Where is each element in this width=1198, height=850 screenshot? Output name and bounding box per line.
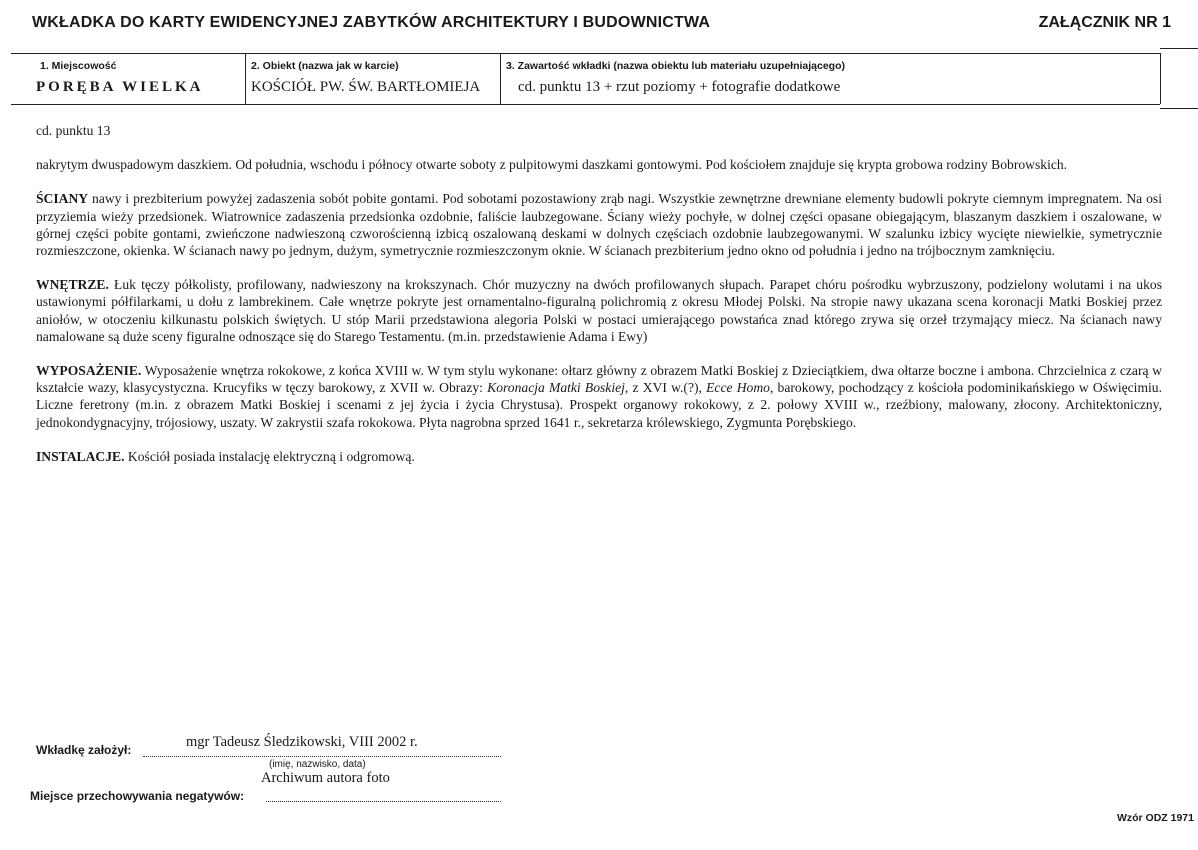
author-value: mgr Tadeusz Śledzikowski, VIII 2002 r. — [186, 734, 418, 750]
fields-bottom-rule — [11, 104, 1160, 105]
walls-text: nawy i prezbiterium powyżej zadaszenia sobót pobite gontami. Pod sobotami pozostawiony zrąb nagi. Wszystkie zewnętrzne drewniane elementy budowli pokryte ciemnym impregnatem. Na osi przyziemia wieży przedsionek. Wiatrownice zadaszenia przedsionka ozdobnie, faliście laubzegowane. Ściany wieży pochyłe, w dolnej części opasane obiegającym, blaszanym daszkiem i oszalowane, w górnej części pobite gontami, zwieńczone nadwieszoną czworościenną izbicą oszalowaną deskami w dolnych częściach ozdobnie laubzegowanymi. W szalunku izbicy wycięte niewielkie, symetrycznie rozmieszczone, okienka. W ścianach nawy po jednym, dużym, symetrycznie rozmieszczonym oknie. W ścianach prezbiterium jedno okno od południa i jedno na trójbocznym zamknięciu. — [36, 191, 1162, 259]
paragraph-roof: nakrytym dwuspadowym daszkiem. Od południa, wschodu i północy otwarte soboty z pulpitowymi daszkami gontowymi. Pod kościołem znajduje się krypta grobowa rodziny Bobrowskich. — [36, 157, 1068, 173]
field-divider-1 — [245, 53, 246, 104]
walls-heading: ŚCIANY — [36, 191, 89, 207]
object-label: 2. Obiekt (nazwa jak w karcie) — [251, 60, 399, 72]
paragraph-interior — [36, 276, 1162, 345]
field-divider-3 — [1160, 53, 1161, 104]
form-code: Wzór ODZ 1971 — [1116, 812, 1194, 824]
interior-heading: WNĘTRZE. — [36, 277, 109, 293]
place-label: 1. Miejscowość — [40, 60, 117, 72]
furnishing-heading: WYPOSAŻENIE. — [36, 363, 142, 379]
paragraph-furnishing — [36, 362, 1162, 431]
paragraph-walls — [36, 190, 1162, 259]
install-text: Kościół posiada instalację elektryczną i odgromową. — [124, 448, 415, 464]
archive-value: Archiwum autora foto — [261, 770, 390, 786]
place-value: PORĘBA WIELKA — [36, 79, 204, 95]
interior-text: Łuk tęczy półkolisty, profilowany, nadwieszony na krokszynach. Chór muzyczny na dwóch profilowanych słupach. Parapet chóru pośrodku wybrzuszony, podzielony wolutami i na ukos ustawionymi półfilarkami, u dołu z lambrekinem. Całe wnętrze pokryte jest ornamentalno-figuralną polichromią z okresu Młodej Polski. Na stropie nawy ukazana scena koronacji Matki Boskiej przez aniołów, w otoczeniu kilkunastu polskich świętych. U stóp Marii przedstawiona alegoria Polski w postaci umierającego powstańca znad którego zrywa się orzeł trzymający miecz. Na ścianach nawy namalowane są duże sceny figuralne odnoszące się do Starego Testamentu. (m.in. przedstawienie Adama i Ewy) — [36, 277, 1162, 344]
furnishing-text-c: , barokowy, pochodzący z kościoła podominikańskiego w Oświęcimiu. Liczne feretrony (m.in. z obrazem Matki Boskiej i scenami z jej życia i życia Chrystusa). Prospekt organowy rokokowy, z 2. połowy XVIII w., rzeźbiony, malowany, złocony. Architektoniczny, jednokondygnacyjny, trójosiowy, uszaty. W zakrystii szafa rokokowa. Płyta nagrobna sprzed 1641 r., sekretarza królewskiego, Zygmunta Porębskiego. — [36, 380, 1162, 430]
fields-top-rule — [11, 53, 1160, 54]
install-heading: INSTALACJE. — [36, 448, 125, 464]
header-rule-right — [1160, 48, 1198, 49]
author-hint: (imię, nazwisko, data) — [269, 759, 366, 770]
object-value: KOŚCIÓŁ PW. ŚW. BARTŁOMIEJA — [251, 79, 481, 95]
negatives-label: Miejsce przechowywania negatywów: — [30, 789, 245, 803]
annex-number: ZAŁĄCZNIK NR 1 — [1038, 14, 1171, 31]
paragraph-installations — [36, 448, 1162, 465]
negatives-dotted-line — [266, 801, 501, 802]
contents-value: cd. punktu 13 + rzut poziomy + fotografie dodatkowe — [518, 79, 841, 95]
author-label: Wkładkę założył: — [36, 743, 132, 757]
furnishing-text-b: , z XVI w.(?), — [624, 380, 707, 396]
intro-line: cd. punktu 13 — [36, 123, 111, 138]
painting-title-coronation: Koronacja Matki Boskiej — [487, 380, 625, 396]
contents-label: 3. Zawartość wkładki (nazwa obiektu lub materiału uzupełniającego) — [506, 60, 845, 72]
painting-title-ecce-homo: Ecce Homo — [706, 380, 770, 396]
furnishing-text-a: Wyposażenie wnętrza rokokowe, z końca XVIII w. W tym stylu wykonane: ołtarz główny z obrazem Matki Boskiej z Dzieciątkiem, dwa ołtarze boczne i ambona. Chrzcielnica z czarą w kształcie wazy, klasycystyczna. Krucyfiks w tęczy barokowy, z XVII w. Obrazy: — [36, 363, 1162, 396]
field-divider-2 — [500, 53, 501, 104]
author-dotted-line — [143, 756, 501, 757]
fields-bottom-rule-right — [1160, 108, 1198, 109]
description-body — [36, 122, 1162, 482]
document-title: WKŁADKA DO KARTY EWIDENCYJNEJ ZABYTKÓW ARCHITEKTURY I BUDOWNICTWA — [32, 14, 711, 31]
